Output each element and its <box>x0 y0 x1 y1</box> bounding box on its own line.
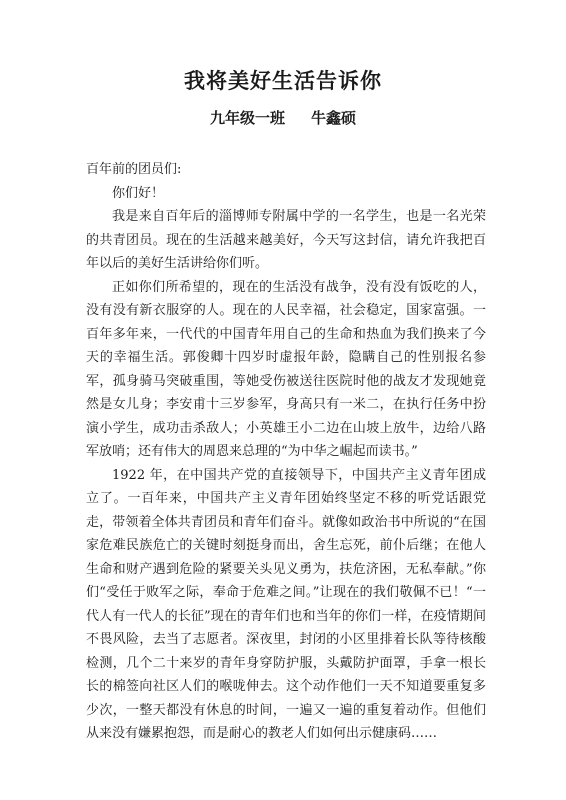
class-name: 九年级一班 <box>209 109 285 127</box>
greeting: 你们好！ <box>112 185 165 201</box>
paragraph: 1922 年，在中国共产党的直接领导下，中国共产主义青年团成立了。一百年来，中国共产主义青年团始终坚定不移的听党话跟党走，带领着全体共青团员和青年们奋斗。就像如政治书中所说的“在国家危难民族危亡的关键时刻挺身而出，舍生忘死，前仆后继；在他人生命和财产遇到危险的紧要关头见义勇为，扶危济困，无私奉献。”你们“受任于败军之际，奉命于危难之间。”让现在的我们敬佩不已！“一代人有一代人的长征”现在的青年们也和当年的你们一样，在疫情期间不畏风险，去当了志愿者。深夜里，封闭的小区里排着长队等待核酸检测，几个二十来岁的青年身穿防护服，头戴防护面罩，手拿一根长长的棉签向社区人们的喉咙伸去。这个动作他们一天不知道要重复多少次，一整天都没有休息的时间，一遍又一遍的重复着动作。但他们从来没有嫌累抱怨，而是耐心的教老人们如何出示健康码…… <box>86 467 486 741</box>
salutation: 百年前的团员们: <box>86 162 182 177</box>
letter-body <box>86 158 486 746</box>
paragraph: 我是来自百年后的淄博师专附属中学的一名学生，也是一名光荣的共青团员。现在的生活越来越美好，今天写这封信，请允许我把百年以后的美好生活讲给你们听。 <box>86 209 486 271</box>
byline <box>0 106 566 130</box>
document-title: 我将美好生活告诉你 <box>184 68 382 93</box>
author-name: 牛鑫硕 <box>311 109 357 127</box>
paragraph: 正如你们所希望的，现在的生活没有战争，没有没有饭吃的人，没有没有新衣服穿的人。现在的人民幸福，社会稳定，国家富强。一百年多年来，一代代的中国青年用自己的生命和热血为我们换来了今天的幸福生活。郭俊卿十四岁时虚报年龄，隐瞒自己的性别报名参军，孤身骑马突破重围，等她受伤被送往医院时他的战友才发现她竟然是女儿身；李安甫十三岁参军，身高只有一米二，在执行任务中扮演小学生，成功击杀敌人；小英雄王小二边在山坡上放牛，边给八路军放哨；还有伟大的周恩来总理的“为中华之崛起而读书。” <box>86 279 486 459</box>
